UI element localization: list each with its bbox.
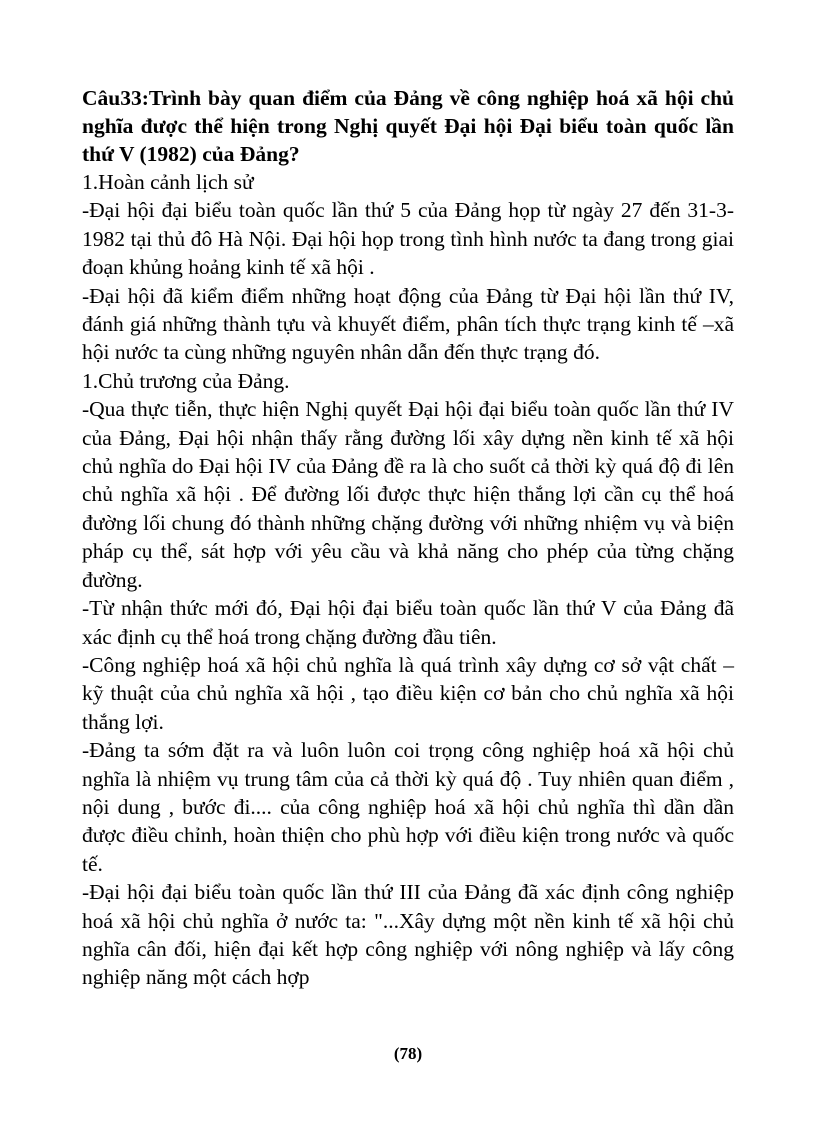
paragraph: -Qua thực tiễn, thực hiện Nghị quyết Đại hội đại biểu toàn quốc lần thứ IV của Đảng, Đại hội nhận thấy rằng đường lối xây dựng nền kinh tế xã hội chủ nghĩa do Đại hội IV của Đảng đề ra là cho suốt cả thời kỳ quá độ đi lên chủ nghĩa xã hội . Để đường lối được thực hiện thắng lợi cần cụ thể hoá đường lối chung đó thành những chặng đường với những nhiệm vụ và biện pháp cụ thể, sát hợp với yêu cầu và khả năng cho phép của từng chặng đường. <box>82 397 734 592</box>
paragraph: -Đảng ta sớm đặt ra và luôn luôn coi trọng công nghiệp hoá xã hội chủ nghĩa là nhiệm vụ trung tâm của cả thời kỳ quá độ . Tuy nhiên quan điểm , nội dung , bước đi.... của công nghiệp hoá xã hội chủ nghĩa thì dần dần được điều chỉnh, hoàn thiện cho phù hợp với điều kiện trong nước và quốc tế. <box>82 738 734 876</box>
page-number: (78) <box>393 1044 423 1063</box>
document-body <box>82 84 734 992</box>
section-heading-party-policy: 1.Chủ trương của Đảng. <box>82 368 290 393</box>
paragraph: -Đại hội đã kiểm điểm những hoạt động của Đảng từ Đại hội lần thứ IV, đánh giá những thành tựu và khuyết điểm, phân tích thực trạng kinh tế –xã hội nước ta cùng những nguyên nhân dẫn đến thực trạng đó. <box>82 283 734 365</box>
paragraph: -Công nghiệp hoá xã hội chủ nghĩa là quá trình xây dựng cơ sở vật chất – kỹ thuật của chủ nghĩa xã hội , tạo điều kiện cơ bản cho chủ nghĩa xã hội thắng lợi. <box>82 652 734 734</box>
question-title: Câu33:Trình bày quan điểm của Đảng về công nghiệp hoá xã hội chủ nghĩa được thể hiện trong Nghị quyết Đại hội Đại biểu toàn quốc lần thứ V (1982) của Đảng? <box>82 86 734 166</box>
section-heading-historical-context: 1.Hoàn cảnh lịch sử <box>82 170 254 194</box>
paragraph: -Từ nhận thức mới đó, Đại hội đại biểu toàn quốc lần thứ V của Đảng đã xác định cụ thể hoá trong chặng đường đầu tiên. <box>82 596 734 649</box>
paragraph: -Đại hội đại biểu toàn quốc lần thứ 5 của Đảng họp từ ngày 27 đến 31-3-1982 tại thủ đô Hà Nội. Đại hội họp trong tình hình nước ta đang trong giai đoạn khủng hoảng kinh tế xã hội . <box>82 198 734 280</box>
paragraph: -Đại hội đại biểu toàn quốc lần thứ III của Đảng đã xác định công nghiệp hoá xã hội chủ nghĩa ở nước ta: "...Xây dựng một nền kinh tế xã hội chủ nghĩa cân đối, hiện đại kết hợp công nghiệp với nông nghiệp và lấy công nghiệp năng một cách hợp <box>82 880 734 990</box>
